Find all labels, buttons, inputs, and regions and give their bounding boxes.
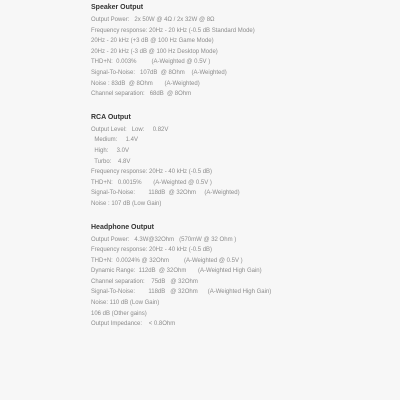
rca-output-section	[91, 114, 391, 210]
spec-line: Frequency response: 20Hz - 40 kHz (-0.5 dB)	[91, 247, 213, 254]
spec-line: 20Hz - 20 kHz (-3 dB @ 100 Hz Desktop Mode)	[91, 48, 218, 55]
spec-line: THD+N: 0.003% (A-Weighted @ 0.5V )	[91, 59, 211, 66]
spec-line: Noise : 107 dB (Low Gain)	[91, 200, 162, 207]
spec-line: Signal-To-Noise: 118dB @ 32Ohm (A-Weighted High Gain)	[91, 289, 272, 296]
spec-line: THD+N: 0.0015% (A-Weighted @ 0.5V )	[91, 179, 212, 186]
spec-line: Noise : 83dB @ 8Ohm (A-Weighted)	[91, 80, 200, 87]
spec-line: 106 dB (Other gains)	[91, 310, 147, 317]
spec-line: Output Power: 4.3W@32Ohm (570mW @ 32 Ohm )	[91, 236, 237, 243]
spec-line: Channel separation: 68dB @ 8Ohm	[91, 91, 192, 98]
spec-line: Signal-To-Noise: 107dB @ 8Ohm (A-Weighted)	[91, 69, 227, 76]
spec-line: Frequency response: 20Hz - 40 kHz (-0.5 dB)	[91, 169, 213, 176]
spec-line: Medium: 1.4V	[91, 137, 139, 144]
spec-line: Channel separation: 75dB @ 32Ohm	[91, 278, 198, 285]
spec-line: Noise: 110 dB (Low Gain)	[91, 300, 160, 307]
spec-line: Output Impedance: < 0.8Ohm	[91, 321, 176, 328]
spec-line: Output Power: 2x 50W @ 4Ω / 2x 32W @ 8Ω	[91, 17, 215, 23]
headphone-output-section	[91, 224, 391, 330]
spec-line: Frequency response: 20Hz - 20 kHz (-0.5 dB Standard Mode)	[91, 27, 255, 34]
section-title-headphone-output: Headphone Output	[91, 223, 154, 231]
spec-line: Signal-To-Noise: 118dB @ 32Ohm (A-Weighted)	[91, 190, 240, 197]
spec-line: THD+N: 0.0024% @ 32Ohm (A-Weighted @ 0.5V )	[91, 257, 243, 264]
spec-line: High: 3.0V	[91, 147, 130, 154]
section-title-speaker-output: Speaker Output	[91, 4, 144, 11]
spec-line: Turbo: 4.8V	[91, 158, 131, 165]
spec-line: Dynamic Range: 112dB @ 32Ohm (A-Weighted High Gain)	[91, 268, 262, 275]
spec-line: 20Hz - 20 kHz (+3 dB @ 100 Hz Game Mode)	[91, 38, 214, 45]
spec-content	[91, 4, 391, 330]
speaker-output-section	[91, 4, 391, 100]
spec-line: Output Level: Low: 0.82V	[91, 126, 169, 133]
section-title-rca-output: RCA Output	[91, 113, 131, 121]
